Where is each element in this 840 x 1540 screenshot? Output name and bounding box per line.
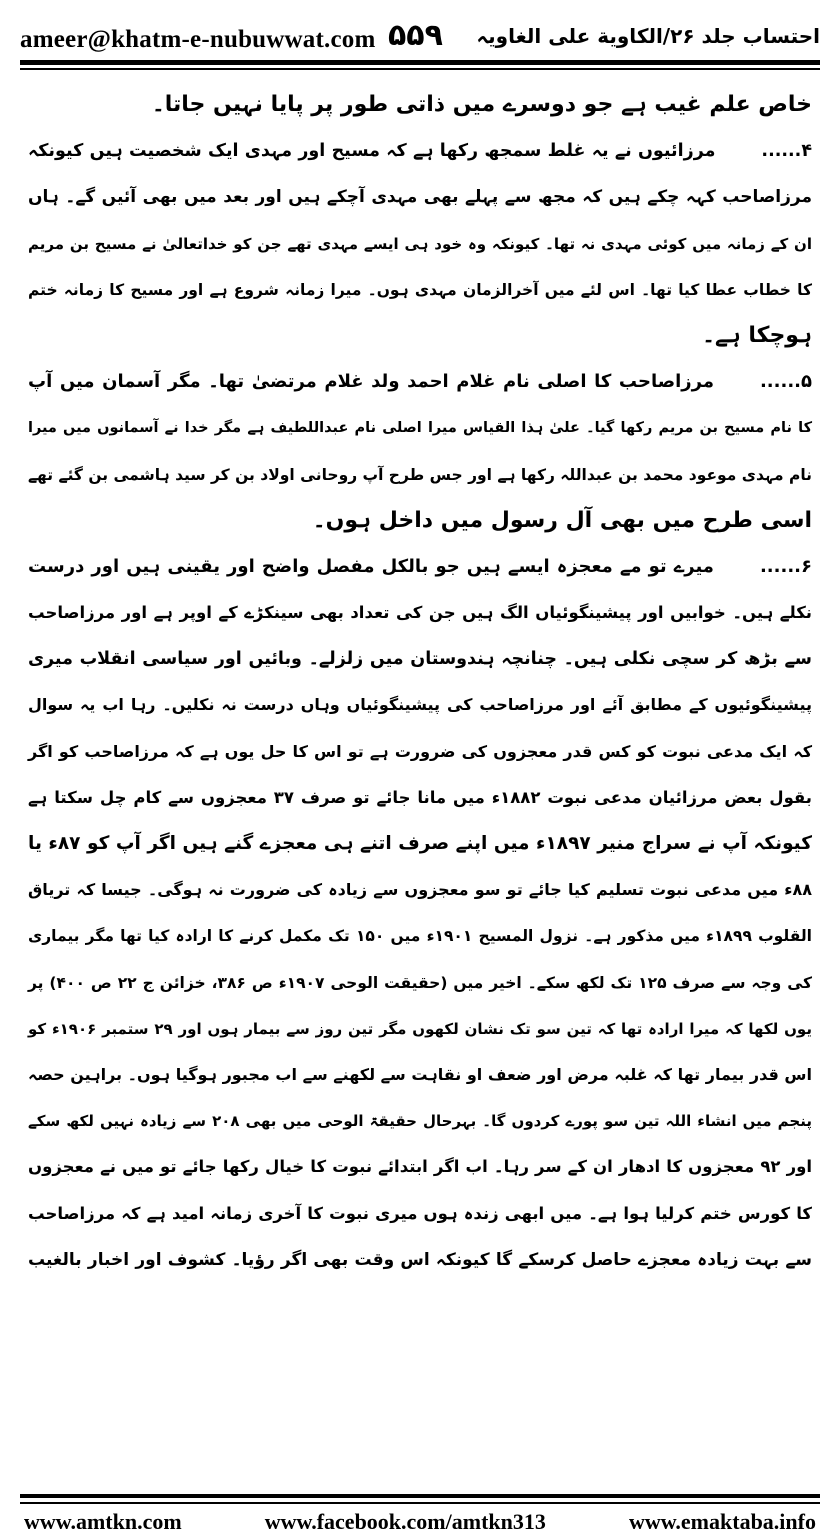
text-line: کا خطاب عطا کیا تھا۔ اس لئے میں آخرالزمان مہدی ہوں۔ میرا زمانہ شروع ہے اور مسیح کا زمانہ ختم (28, 280, 812, 299)
text-line: القلوب ۱۸۹۹ء میں مذکور ہے۔ نزول المسیح ۱۹۰۱ء میں ۱۵۰ تک مکمل کرنے کا ارادہ کیا تھا مگر بیماری (28, 927, 813, 946)
text-line: سے بہت زیادہ معجزے حاصل کرسکے گا کیونکہ اس وقت بھی اگر رؤیا۔ کشوف اور اخبار بالغیب (28, 1249, 812, 1270)
text-line-content: میرے تو مے معجزہ ایسے ہیں جو بالکل مفصل واضح اور یقینی ہیں اور درست (28, 555, 714, 577)
text-line: پنجم میں انشاء اللہ تین سو پورے کردوں گا۔ بہرحال حقیقۃ الوحی میں بھی ۲۰۸ سے زیادہ نہیں لکھ سکے (28, 1112, 812, 1131)
text-line (28, 544, 812, 590)
header-rule-thin (20, 68, 820, 70)
item-number: ۶...... (759, 555, 812, 577)
text-line: بقول بعض مرزائیان مدعی نبوت ۱۸۸۲ء میں مانا جائے تو صرف ۳۷ معجزوں سے کام چل سکتا ہے (28, 787, 812, 807)
text-line: سے بڑھ کر سچی نکلی ہیں۔ چنانچہ ہندوستان میں زلزلے۔ وبائیں اور سیاسی انقلاب میری (28, 649, 812, 670)
page-number: ۵۵۹ (388, 18, 443, 53)
book-title: احتساب جلد ۲۶/الکاویة علی الغاویہ (476, 24, 820, 48)
text-line (28, 359, 812, 405)
text-line: اور ۹۲ معجزوں کا ادھار ان کے سر رہا۔ اب اگر ابتدائے نبوت کا خیال رکھا جائے تو میں نے معجزوں (28, 1157, 812, 1177)
text-line-content: مرزاصاحب کا اصلی نام غلام احمد ولد غلام مرتضیٰ تھا۔ مگر آسمان میں آپ (28, 371, 714, 393)
footer-rule-thick (20, 1494, 820, 1498)
footer-link-amtkn[interactable]: www.amtkn.com (24, 1509, 182, 1534)
text-line: اس قدر بیمار تھا کہ غلبہ مرض اور ضعف او نقاہت سے لکھنے سے اب مجبور ہوگیا ہوں۔ براہین حصہ (28, 1064, 812, 1084)
header-email[interactable]: ameer@khatm-e-nubuwwat.com (20, 26, 376, 53)
text-line: خاص علم غیب ہے جو دوسرے میں ذاتی طور پر پایا نہیں جاتا۔ (151, 92, 812, 117)
footer-link-facebook[interactable]: www.facebook.com/amtkn313 (264, 1509, 546, 1534)
page-footer (24, 1508, 816, 1536)
text-line: ان کے زمانہ میں کوئی مہدی نہ تھا۔ کیونکہ وہ خود ہی ایسے مہدی تھے جن کو خداتعالیٰ نے مسیح بن مریم (28, 234, 812, 253)
text-line: کا نام مسیح بن مریم رکھا گیا۔ علیٰ ہذا القیاس میرا اصلی نام عبداللطیف ہے مگر خدا نے آسمانوں میں میرا (28, 420, 812, 437)
text-line: نکلے ہیں۔ خوابیں اور پیشینگوئیاں الگ ہیں جن کی تعداد بھی سینکڑے کے اوپر ہے اور مرزاصاحب (28, 603, 812, 623)
text-line: کا کورس ختم کرلیا ہوا ہے۔ میں ابھی زندہ ہوں میری نبوت کا آخری زمانہ امید ہے کہ مرزاصاحب (28, 1203, 812, 1223)
footer-link-emaktaba[interactable]: www.emaktaba.info (628, 1509, 816, 1534)
text-line: کیونکہ آپ نے سراج منیر ۱۸۹۷ء میں اپنے صرف اتنے ہی معجزے گنے ہیں اگر آپ کو ۸۷ء یا (28, 833, 812, 854)
text-line: کہ ایک مدعی نبوت کو کس قدر معجزوں کی ضرورت ہے تو اس کا حل یوں ہے کہ مرزاصاحب کو اگر (28, 741, 812, 761)
text-line: یوں لکھا کہ میرا ارادہ تھا کہ تین سو تک نشان لکھوں مگر تین روز سے بیمار ہوں اور ۲۹ ستمبر ۱۹۰۶ء کو (28, 1019, 812, 1038)
text-line-content: مرزائیوں نے یہ غلط سمجھ رکھا ہے کہ مسیح اور مہدی ایک شخصیت ہیں کیونکہ (28, 141, 716, 162)
text-line (28, 128, 812, 174)
text-line: مرزاصاحب کہہ چکے ہیں کہ مجھ سے پہلے بھی مہدی آچکے ہیں اور بعد میں بھی آئیں گے۔ ہاں (28, 187, 812, 208)
page-body (28, 82, 812, 1283)
text-line: کی وجہ سے صرف ۱۲۵ تک لکھ سکے۔ اخیر میں (حقیقت الوحی ۱۹۰۷ء ص ۳۸۶، خزائن ج ۲۲ ص ۴۰۰) پر (28, 973, 812, 992)
item-number: ۴...... (761, 141, 812, 162)
item-number: ۵...... (759, 371, 812, 393)
footer-rule-thin (20, 1502, 820, 1504)
text-line: پیشینگوئیوں کے مطابق آئے اور مرزاصاحب کی پیشینگوئیاں وہاں درست نہ نکلیں۔ رہا اب یہ سوال (28, 695, 812, 715)
page-header (20, 8, 820, 60)
text-line: ۸۸ء میں مدعی نبوت تسلیم کیا جائے تو سو معجزوں سے زیادہ کی ضرورت نہ ہوگی۔ جیسا کہ تریاق (28, 880, 812, 900)
header-rule-thick (20, 60, 820, 65)
text-line: اسی طرح میں بھی آل رسول میں داخل ہوں۔ (312, 507, 812, 533)
text-line: ہوچکا ہے۔ (702, 322, 812, 348)
text-line: نام مہدی موعود محمد بن عبداللہ رکھا ہے اور جس طرح آپ روحانی اولاد بن کر سید ہاشمی بن گئے تھے (27, 465, 812, 484)
